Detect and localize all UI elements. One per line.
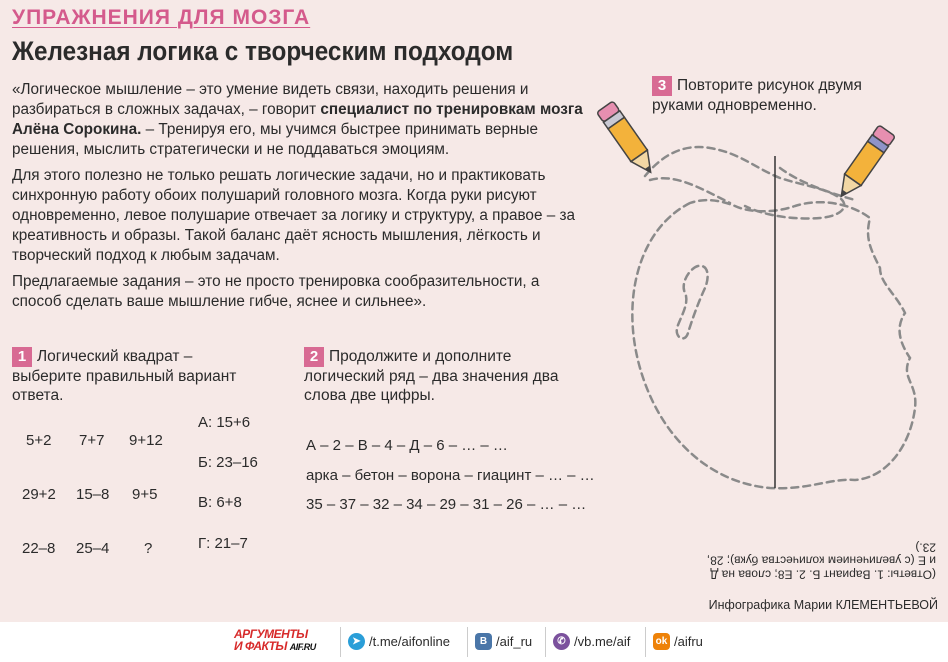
- sequence-row: арка – бетон – ворона – гиацинт – … – …: [306, 467, 595, 484]
- apple-leaf: [650, 168, 855, 203]
- page-title: Железная логика с творческим подходом: [12, 36, 514, 66]
- logo-top: АРГУМЕНТЫ: [234, 627, 308, 641]
- sequence-row: 35 – 37 – 32 – 34 – 29 – 31 – 26 – … – …: [306, 496, 587, 513]
- vk-link[interactable]: [475, 630, 532, 652]
- logo-bottom: И ФАКТЫ AIF.RU: [234, 639, 316, 653]
- grid-cell: 7+7: [79, 432, 105, 449]
- grid-cell: 9+12: [129, 432, 163, 449]
- grid-cell: 25–4: [76, 540, 110, 557]
- intro-text: [12, 80, 592, 318]
- logo-site: AIF.RU: [289, 642, 316, 652]
- telegram-link[interactable]: [348, 630, 450, 652]
- answer-option: В: 6+8: [198, 494, 242, 511]
- footer-divider: [645, 627, 646, 657]
- answer-option: Г: 21–7: [198, 535, 248, 552]
- task1-number: 1: [12, 347, 32, 367]
- footer-divider: [545, 627, 546, 657]
- intro-paragraph-1: «Логическое мышление – это умение видеть связи, находить решения и разбираться в сложных задачах, – говорит специалист по тренировкам мозга Алёна Сорокина. – Тренируя его, мы учимся быстрее принимать верные решения, мыслить стратегически и не поддаваться эмоциям.: [12, 81, 583, 158]
- odnoklassniki-link[interactable]: [653, 630, 703, 652]
- task2-number: 2: [304, 347, 324, 367]
- section-tag: УПРАЖНЕНИЯ ДЛЯ МОЗГА: [12, 6, 311, 29]
- viber-icon: ✆: [553, 633, 570, 650]
- footer-divider: [467, 627, 468, 657]
- grid-cell: 15–8: [76, 486, 110, 503]
- task3-number: 3: [652, 76, 672, 96]
- apple-highlight: [677, 266, 708, 339]
- infographic-credit: Инфографика Марии КЛЕМЕНТЬЕВОЙ: [708, 598, 938, 612]
- intro-paragraph-3: Предлагаемые задания – это не просто тренировка сообразительности, а способ сделать ваше мышление гибче, яснее и сильнее».: [12, 273, 540, 310]
- grid-cell: 5+2: [26, 432, 52, 449]
- task1-heading: 1 Логический квадрат – выберите правильный вариант ответа.: [12, 348, 237, 404]
- telegram-icon: ➤: [348, 633, 365, 650]
- apple-stem: [645, 147, 844, 218]
- aif-logo[interactable]: [234, 628, 330, 656]
- answer-option: Б: 23–16: [198, 454, 258, 471]
- pencil-left-icon: [586, 90, 666, 185]
- vk-link-label: /aif_ru: [496, 633, 533, 649]
- answer-option: А: 15+6: [198, 414, 251, 431]
- task3-heading: 3 Повторите рисунок двумя руками одновременно.: [652, 77, 862, 114]
- sequence-row: А – 2 – В – 4 – Д – 6 – … – …: [306, 437, 508, 454]
- vk-icon: В: [475, 633, 492, 650]
- footer-divider: [340, 627, 341, 657]
- apple-outline: [632, 200, 915, 488]
- task2-heading: 2 Продолжите и дополните логический ряд – два значения два слова две цифры.: [304, 348, 559, 404]
- telegram-link-label: /t.me/aifonline: [369, 633, 450, 649]
- pencil-right-icon: [826, 114, 906, 209]
- intro-paragraph-2: Для этого полезно не только решать логические задачи, но и практиковать синхронную работу обоих полушарий головного мозга. Когда руки рисуют одновременно, левое полушарие отвечает за логику и структуру, а правое – за креативность и образы. Такой баланс даёт ясность мышления, лёгкость и творческий подход к любым задачам.: [12, 167, 575, 264]
- viber-link-label: /vb.me/aif: [574, 633, 631, 649]
- grid-cell: 29+2: [22, 486, 56, 503]
- odnoklassniki-icon: ok: [653, 633, 670, 650]
- grid-cell: ?: [144, 540, 153, 557]
- odnoklassniki-link-label: /aifru: [674, 633, 703, 649]
- grid-cell: 22–8: [22, 540, 56, 557]
- footer-bar: [0, 622, 948, 662]
- grid-cell: 9+5: [132, 486, 158, 503]
- viber-link[interactable]: [553, 630, 630, 652]
- answers-upside-down: (Ответы: 1. Вариант Б. 2. Е8; слова на Д и Е (с увеличением количества букв); 28, 23.): [706, 540, 936, 582]
